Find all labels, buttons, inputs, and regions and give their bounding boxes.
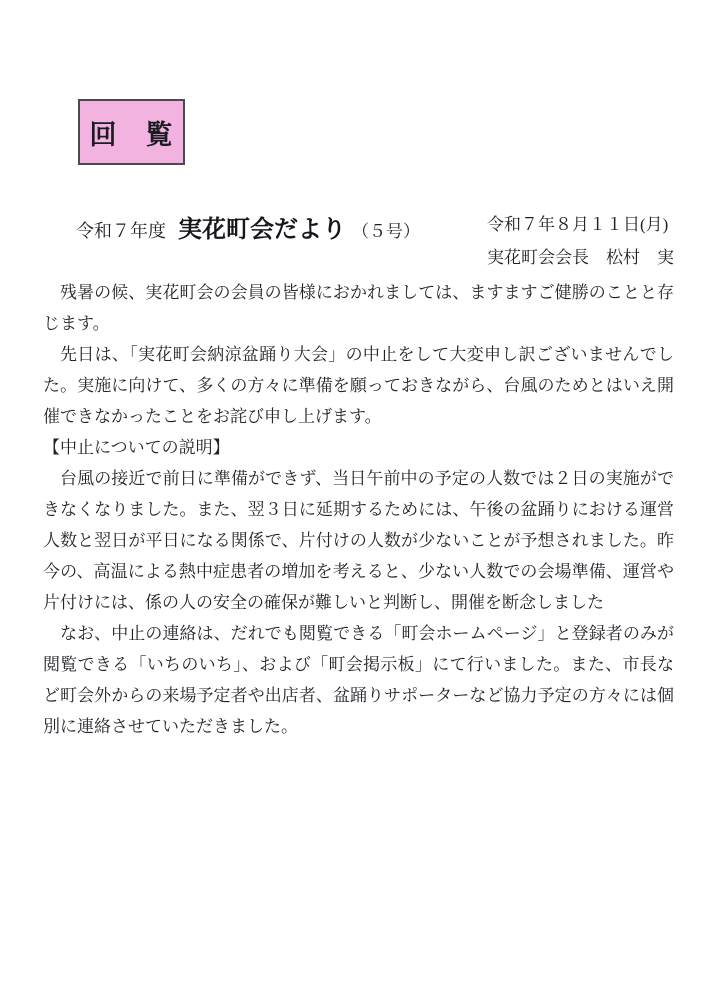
paragraph-notification-method: なお、中止の連絡は、だれでも閲覧できる「町会ホームページ」と登録者のみが閲覧できる「いちのいち」、および「町会掲示板」にて行いました。また、市長など町会外からの来場予定者や出店者、盆踊りサポーターなど協力予定の方々には個別に連絡させていただきました。 (43, 624, 674, 736)
title-issue-number: （５号） (352, 222, 420, 241)
body-text (43, 277, 674, 742)
issue-date: 令和７年８月１１日(月) (487, 215, 669, 234)
paragraph-greeting: 残暑の候、実花町会の会員の皆様におかれましては、ますますご健勝のことと存じます。 (43, 283, 674, 333)
author-line: 実花町会会長 松村 実 (487, 248, 674, 267)
kairan-label: 回 覧 (89, 119, 174, 150)
date-author-block (487, 208, 674, 274)
title-fiscal-year: 令和７年度 (76, 221, 166, 241)
kairan-circulation-stamp (78, 99, 185, 165)
paragraph-apology: 先日は、「実花町会納涼盆踊り大会」の中止をして大変申し訳ございませんでした。実施に向けて、多くの方々に準備を願っておきながら、台風のためとはいえ開催できなかったことをお詫び申し上げます。 (43, 345, 674, 426)
title-newsletter-name: 実花町会だより (178, 217, 346, 243)
newsletter-title-line (76, 209, 420, 244)
section-header-cancellation: 【中止についての説明】 (43, 438, 230, 457)
paragraph-cancellation-reason: 台風の接近で前日に準備ができず、当日午前中の予定の人数では２日の実施ができなくなりました。また、翌３日に延期するためには、午後の盆踊りにおける運営人数と翌日が平日になる関係で、片付けの人数が少ないことが予想されました。昨今の、高温による熱中症患者の増加を考えると、少ない人数での会場準備、運営や片付けには、係の人の安全の確保が難しいと判断し、開催を断念しました (43, 469, 674, 612)
